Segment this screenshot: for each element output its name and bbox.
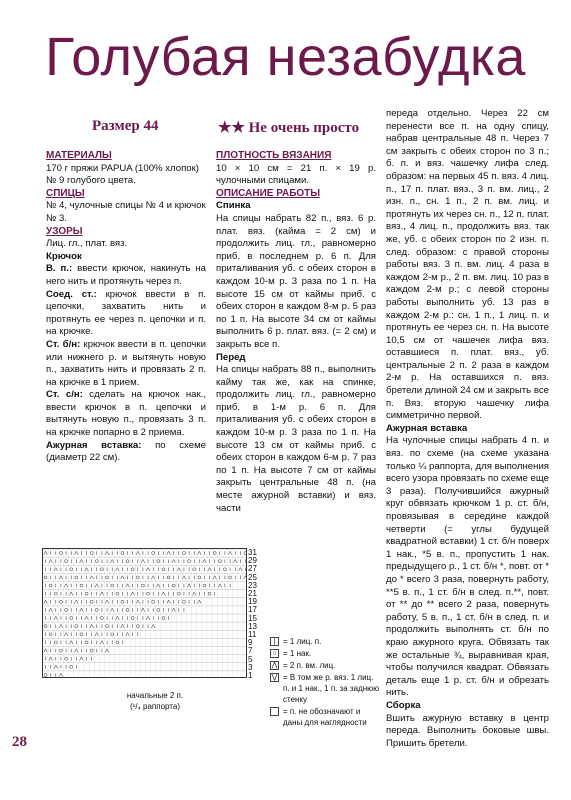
crochet-heading: Крючок [46,250,82,262]
middle-column [216,150,376,515]
decrease-mark [110,559,114,563]
decrease-mark [187,584,191,588]
decrease-mark [80,657,84,661]
yarn-over-mark [223,568,226,571]
yarn-over-mark [49,633,52,636]
decrease-mark [44,649,48,653]
yarn-over-mark [136,625,139,628]
yarn-over-mark [80,633,83,636]
yarn-over-mark [208,592,211,595]
insert-heading: Ажурная вставка [386,422,468,434]
needles-text: № 4, чулочные спицы № 4 и крючок № 3. [46,200,206,224]
decrease-mark [136,551,140,555]
yarn-over-mark [126,560,129,563]
yarn-over-mark [157,560,160,563]
yarn-over-mark [106,625,109,628]
decrease-mark [141,559,145,563]
decrease-mark [146,616,150,620]
legend-text: = п. не обозначают и даны для наглядности [283,707,367,727]
yarn-over-mark [54,641,57,644]
legend-item [270,636,380,647]
back-text: На спицы набрать 82 п., вяз. 6 р. плат. вяз. (кайма = 2 см) и продолжить лиц. гл., равномерно приб. в последнем р. 6 п. Для приталивания уб. с обеих сторон в каждом 10-м р. 3 раза по 1 п. На высоте 15 см от каймы приб. с обеих сторон в каждом 8-м р. 5 раз по 1 п. На высоте 34 см от каймы выполнить 6 р. плат. вяз. (= 2 см) и закрыть все п. [216,212,376,350]
decrease-mark [49,657,53,661]
decrease-mark [105,551,109,555]
decrease-mark [121,576,125,580]
yarn-over-mark [49,584,52,587]
decrease-mark [80,559,84,563]
decrease-mark [136,600,140,604]
yarn-over-mark [65,657,68,660]
yarn-over-mark [136,576,139,579]
stbn-item: Ст. б/н: крючок ввести в п. цепочки или нижнего р. и вытянуть новую п., захватить нить и провязать 2 п. на крючке в 1 прием. [46,338,206,388]
yarn-over-mark [90,552,93,555]
yarn-over-mark [121,600,124,603]
yarn-over-mark [121,552,124,555]
decrease-mark [239,568,243,572]
decrease-mark [151,576,155,580]
yarn-over-mark [152,600,155,603]
yarn-over-mark [90,649,93,652]
chart-row-number: 25 [248,572,257,582]
size-label: Размер 44 [92,118,159,134]
chart-row-number: 3 [248,662,253,672]
decrease-mark [49,608,53,612]
yarn-over-mark [167,576,170,579]
decrease-mark [44,551,48,555]
chart-row-number: 13 [248,621,257,631]
yarn-over-mark [70,665,73,668]
yarn-over-mark [65,560,68,563]
yarn-over-mark [90,600,93,603]
decrease-mark [90,624,94,628]
decrease-mark [203,559,207,563]
chart-row-number: 7 [248,646,253,656]
vp-item: В. п.: ввести крючок, накинуть на него нить и протянуть через п. [46,263,206,287]
decrease-mark [172,608,176,612]
legend-symbol: ⋁ [271,674,278,681]
yarn-over-mark [131,617,134,620]
yarn-over-mark [126,608,129,611]
chart-legend [270,636,380,729]
chart-row-number: 27 [248,564,257,574]
yarn-over-mark [182,600,185,603]
decrease-mark [100,641,104,645]
legend-text: = В том же р. вяз. 1 лиц. п. и 1 нак., 1 п. за заднюю стенку [283,673,380,704]
insert-text: На чулочные спицы набрать 4 п. и вяз. по схеме (на схеме указана только ¼ раппорта, для выполнения всего узора провязать по схеме еще 3 раза). Получившийся ажурный круг обвязать крючком 1 р. ст. б/н, провязывая в середине каждой четверти (= углы будущей квадратной вставки) 1 ст. б/н поверх 1 нак., *5 в. п., пропустить 1 нак. предыдущего р., 1 ст. б/н *, повт. от * до * всего 3 раза, повернуть работу, **5 в. п., 1 ст. б/н в след. п.**, повт. от ** до ** всего 2 раза, повернуть работу, 5 в. п., 1 ст. б/н в след. п. и продолжить выполнять ст. б/н по краю ажурного круга. Обвязать так же остальные ¾, выравнивая края, чтобы получился квадрат. Обвязать деталь еще 1 р. ст. б/н и обрезать нить. [386,435,549,699]
yarn-over-mark [44,576,47,579]
density-heading: ПЛОТНОСТЬ ВЯЗАНИЯ [216,150,332,161]
chart-row-number: 21 [248,589,257,598]
legend-text: = 2 п. вм. лиц. [283,661,336,670]
legend-item [270,648,380,659]
decrease-mark [95,633,99,637]
yarn-over-mark [75,576,78,579]
decrease-mark [192,592,196,596]
decrease-mark [244,576,247,580]
yarn-over-mark [70,617,73,620]
start-stitches-label: начальные 2 п. [126,691,184,700]
chart-row-number: 23 [248,580,257,590]
yarn-over-mark [59,649,62,652]
yarn-over-mark [218,560,221,563]
needles-heading: СПИЦЫ [46,187,85,199]
assembly-text: Вшить ажурную вставку в центр переда. Выполнить боковые швы. Пришить бретели. [386,712,549,749]
chart-grid [43,549,247,678]
soed-item: Соед. ст.: крючок ввести в п. цепочки, захватить нить и протянуть ее через п. цепочки и п. на крючке. [46,288,206,338]
page-number: 28 [12,734,27,750]
decrease-mark [131,592,135,596]
chart-row-number: 11 [248,630,257,639]
yarn-over-mark [95,608,98,611]
yarn-over-mark [44,673,47,676]
legend-symbol: ⋀ [271,662,278,669]
yarn-over-mark [213,552,216,555]
legend-item [270,706,380,728]
decrease-mark [121,624,125,628]
legend-symbol [270,707,279,716]
back-heading: Спинка [216,200,251,212]
decrease-mark [85,568,89,572]
yarn-over-mark [177,592,180,595]
yarn-over-mark [85,592,88,595]
decrease-mark [75,600,79,604]
yarn-over-mark [75,625,78,628]
decrease-mark [126,584,130,588]
yarn-over-mark [147,592,150,595]
right-column [386,108,549,750]
difficulty-label: ★★ Не очень просто [218,120,360,136]
chart-row-number: 1 [248,671,253,680]
decrease-mark [49,559,53,563]
insert-item: Ажурная вставка: по схеме (диаметр 22 см). [46,439,206,464]
decrease-mark [177,568,181,572]
density-text: 10 × 10 см = 21 п. × 19 р. чулочными спицами. [216,162,376,187]
yarn-over-mark [131,568,134,571]
yarn-over-mark [172,584,175,587]
decrease-mark [208,568,212,572]
decrease-mark [233,559,237,563]
decrease-mark [100,592,104,596]
assembly-heading: Сборка [386,699,421,711]
decrease-mark [85,616,89,620]
chart-row-number: 19 [248,597,257,607]
decrease-mark [182,576,186,580]
yarn-over-mark [80,584,83,587]
decrease-mark [157,584,161,588]
yarn-over-mark [152,552,155,555]
yarn-over-mark [116,592,119,595]
legend-symbol: ○ [270,649,279,658]
decrease-mark [116,568,120,572]
yarn-over-mark [203,584,206,587]
decrease-mark [105,600,109,604]
yarn-over-mark [193,568,196,571]
patterns-heading: УЗОРЫ [46,225,83,237]
decrease-mark [69,641,73,645]
yarn-over-mark [85,641,88,644]
decrease-mark [95,584,99,588]
decrease-mark [172,559,176,563]
yarn-over-mark [116,641,119,644]
decrease-mark [151,624,155,628]
yarn-over-mark [54,592,57,595]
decrease-mark [105,649,109,653]
chart-row-number: 31 [248,548,257,557]
yarn-over-mark [106,576,109,579]
decrease-mark [90,576,94,580]
yarn-over-mark [244,552,247,555]
decrease-mark [213,576,217,580]
yarn-over-mark [65,608,68,611]
legend-text: = 1 лиц. п. [283,637,322,646]
decrease-mark [198,551,202,555]
yarn-over-mark [100,617,103,620]
yarn-over-mark [198,576,201,579]
legend-item [270,672,380,705]
decrease-mark [116,616,120,620]
front-text: На спицы набрать 88 п., выполнить кайму так же, как на спинке, продолжить лиц. гл., равномерно приб. в 1-м р. 6 п. Для приталивания уб. с обеих сторон в каждом 10-м р. 3 раза по 1 п. На высоте 13 см от каймы приб. с обеих сторон в каждом 6-м р. 7 раз по 1 п. На высоте 7 см от каймы закрыть центральные 48 п. (на месте ажурной вставки) и вяз. части [216,364,376,514]
decrease-mark [59,673,63,677]
decrease-mark [110,608,114,612]
decrease-mark [198,600,202,604]
yarn-over-mark [162,568,165,571]
legend-text: = 1 нак. [283,649,312,658]
chart-row-number: 17 [248,605,257,615]
decrease-mark [228,551,232,555]
decrease-mark [69,592,73,596]
legend-item [270,660,380,671]
front-heading: Перед [216,351,246,363]
pattern-knit: Лиц. гл., плат. вяз. [46,238,128,250]
decrease-mark [64,633,68,637]
yarn-over-mark [59,552,62,555]
decrease-mark [54,665,58,669]
decrease-mark [218,584,222,588]
yarn-over-mark [229,576,232,579]
decrease-mark [141,608,145,612]
yarn-over-mark [157,608,160,611]
yarn-over-mark [111,633,114,636]
yarn-over-mark [111,584,114,587]
rapport-label: (¹/₄ раппорта) [129,702,180,711]
left-column [46,150,206,465]
yarn-over-mark [44,625,47,628]
yarn-over-mark [162,617,165,620]
decrease-mark [80,608,84,612]
decrease-mark [162,592,166,596]
decrease-mark [167,600,171,604]
decrease-mark [75,649,79,653]
decrease-mark [75,551,79,555]
chart-row-number: 9 [248,638,253,648]
chart-row-number: 15 [248,613,257,623]
decrease-mark [146,568,150,572]
yarn-over-mark [59,600,62,603]
yarn-over-mark [95,560,98,563]
legend-symbol: | [270,637,279,646]
decrease-mark [126,633,130,637]
materials-text: 170 г пряжи PAPUA (100% хлопок) № 9 голубого цвета. [46,162,200,187]
chart-start-label [100,690,210,712]
description-heading: ОПИСАНИЕ РАБОТЫ [216,187,321,199]
materials-heading: МАТЕРИАЛЫ [46,150,112,161]
decrease-mark [54,616,58,620]
decrease-mark [59,624,63,628]
page-title: Голубая незабудка [45,27,526,87]
yarn-over-mark [100,568,103,571]
yarn-over-mark [188,560,191,563]
decrease-mark [44,600,48,604]
stsn-item: Ст. с/н: сделать на крючок нак., ввести крючок в п. цепочки и вытянуть новую п., провязать 3 п. на крючке попарно в 2 приема. [46,389,206,439]
chart-row-number: 29 [248,556,257,566]
decrease-mark [64,584,68,588]
decrease-mark [54,568,58,572]
decrease-mark [59,576,63,580]
front-continued: переда отдельно. Через 22 см перенести все п. на одну спицу, набрав центральные 48 п. Через 7 см закрыть с обеих сторон по 3 п.; б. п. и вяз. чашечку лифа след. образом: на первых 45 п. вяз. 4 лиц. п., 17 п. плат. вяз., 3 п. вм. лиц., 2 изн. п., сн. 1 п., 2 п. вм. лиц. и протянуть их через сн. п., 12 п. плат. вяз., 4 лиц. п., продолжить вяз. так же, уб. с обеих сторон по 2 изн. п. след. образом: с правой стороны работы вяз. 3 п. вм. лиц. 4 раза в каждом 2-м р., 2 п. вм. лиц. 10 раз в каждом 2-м р.; с левой стороны работы выполнить уб. 13 раз в каждом 2-м р.: сн. 1 п., 1 лиц. п. и протянуть ее через сн. п. На высоте 10,5 см от чашечек лифа вяз. оставшиеся п. плат. вяз., уб. центральные 2 п. 2 раза в каждом 2-м р. На оставшихся п. вяз. бретели длиной 24 см и закрыть все п. Вяз. вторую чашечку лифа симметрично первой. [386,108,549,422]
decrease-mark [167,551,171,555]
yarn-over-mark [70,568,73,571]
knitting-chart [42,548,247,678]
yarn-over-mark [141,584,144,587]
yarn-over-mark [182,552,185,555]
chart-row-number: 5 [248,654,253,664]
